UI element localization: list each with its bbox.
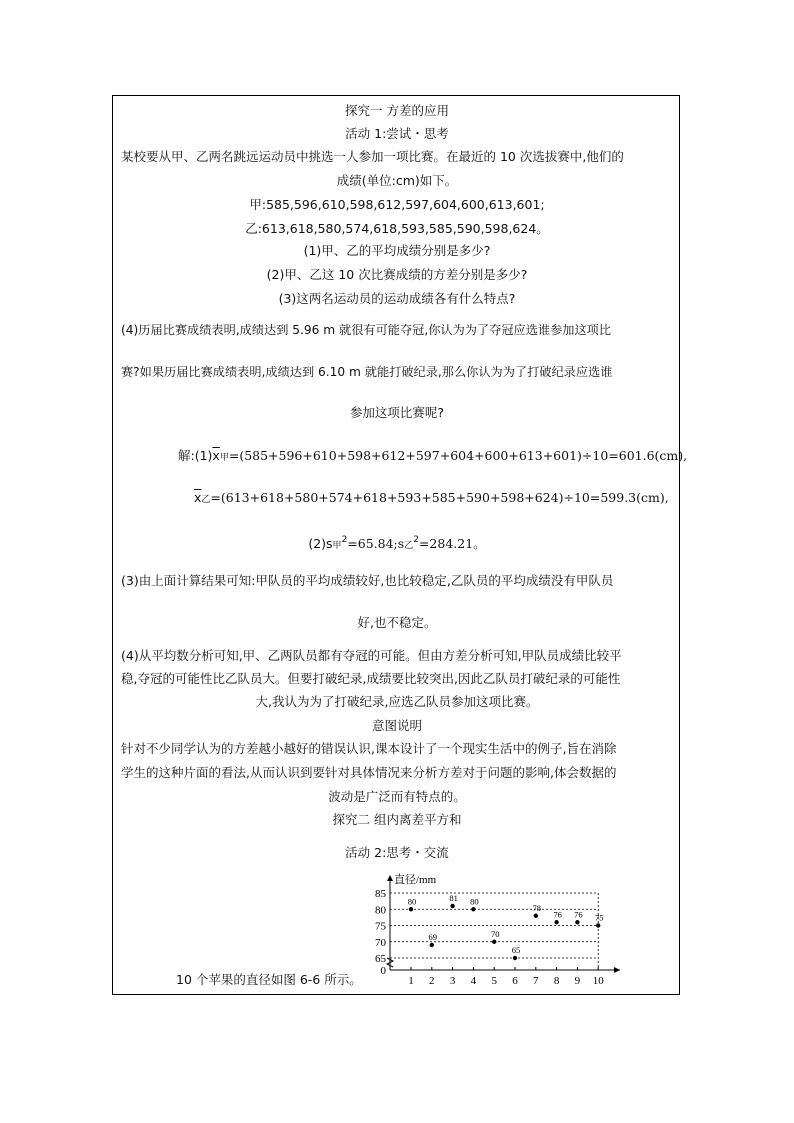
question-4-line-2: 赛?如果历届比赛成绩表明,成绩达到 6.10 m 就能打破纪录,那么你认为为了打破纪录应选谁 [121, 365, 613, 379]
variance-end: =284.21。 [418, 536, 486, 551]
question-4-line-3: 参加这项比赛呢? [349, 405, 445, 420]
x-tick-label: 7 [533, 975, 539, 987]
apple-diameter-chart [368, 872, 628, 994]
answer-3-line-2: 好,也不稳定。 [357, 615, 437, 630]
chart-svg [368, 872, 628, 990]
data-label: 81 [449, 893, 458, 903]
mean-symbol: $\overline{x}$ [194, 490, 202, 505]
answer-4-line-3: 大,我认为为了打破纪录,应选乙队员参加这项比赛。 [255, 694, 539, 709]
data-label: 69 [428, 932, 438, 942]
data-point [450, 904, 454, 908]
activity1-heading: 活动 1:尝试・思考 [345, 126, 449, 141]
variance-middle: =65.84;s [347, 536, 405, 551]
axis-break [387, 958, 393, 967]
x-tick-label: 5 [491, 975, 497, 987]
data-label: 76 [574, 909, 583, 920]
mean-yi-expression: =(613+618+580+574+618+593+585+590+598+624)÷10=599.3(cm), [210, 490, 669, 505]
activity2-heading: 活动 2:思考・交流 [345, 845, 449, 860]
intent-line-1: 针对不少同学认为的方差越小越好的错误认识,课本设计了一个现实生活中的例子,旨在消除 [121, 741, 617, 756]
section2-title: 探究二 组内离差平方和 [332, 812, 462, 827]
data-point [513, 956, 517, 960]
mean-symbol: $\overline{x}$ [212, 448, 220, 463]
data-label: 76 [553, 909, 562, 920]
x-tick-label: 4 [470, 975, 477, 987]
x-axis-arrow [614, 967, 620, 973]
data-point [409, 907, 413, 911]
solution-prefix: 解:(1) [178, 448, 213, 463]
y-tick-label: 80 [375, 904, 386, 917]
data-point [534, 914, 538, 918]
origin-label: 0 [380, 965, 386, 977]
data-point [430, 943, 434, 947]
intro-line-2: 成绩(单位:cm)如下。 [336, 173, 458, 188]
variance-superscript: 2 [341, 535, 348, 545]
y-tick-label: 85 [375, 888, 386, 900]
y-tick-label: 70 [375, 936, 386, 949]
mean-subscript: 乙 [201, 495, 211, 505]
question-2: (2)甲、乙这 10 次比赛成绩的方差分别是多少? [266, 267, 528, 282]
mean-jia-expression: =(585+596+610+598+612+597+604+600+613+601)÷10=601.6(cm), [228, 448, 688, 463]
variance-subscript: 甲 [332, 541, 342, 551]
data-label: 70 [490, 928, 500, 939]
data-label: 80 [407, 896, 417, 907]
variance-superscript: 2 [413, 535, 419, 545]
x-tick-label: 6 [512, 975, 518, 987]
variance-line [0, 532, 794, 554]
section1-title: 探究一 方差的应用 [345, 103, 449, 118]
y-axis-label: 直径/mm [394, 874, 437, 886]
intent-line-2: 学生的这种片面的看法,从而认识到要针对具体情况来分析方差对于问题的影响,体会数据的 [121, 765, 617, 780]
data-label: 65 [511, 945, 521, 955]
y-tick-label: 65 [375, 953, 386, 965]
data-point [596, 923, 600, 927]
data-label: 75 [594, 912, 604, 923]
data-point [492, 940, 496, 944]
question-4-line-1: (4)历届比赛成绩表明,成绩达到 5.96 m 就很有可能夺冠,你认为为了夺冠应选谁参加这项比 [121, 323, 612, 337]
intent-line-3: 波动是广泛而有特点的。 [328, 789, 466, 804]
variance-subscript: 乙 [404, 541, 414, 551]
x-tick-label: 10 [592, 975, 604, 987]
question-1: (1)甲、乙的平均成绩分别是多少? [303, 243, 491, 258]
x-tick-label: 2 [429, 975, 435, 987]
answer-4-line-2: 稳,夺冠的可能性比乙队员大。但要打破纪录,成绩要比较突出,因此乙队员打破纪录的可能性 [121, 671, 621, 686]
data-point [471, 907, 475, 911]
jia-scores: 甲:585,596,610,598,612,597,604,600,613,601; [249, 197, 545, 212]
intent-title: 意图说明 [371, 718, 422, 733]
yi-scores: 乙:613,618,580,574,618,593,585,590,598,624。 [245, 221, 549, 236]
x-tick-label: 3 [449, 975, 456, 987]
data-label: 78 [532, 902, 542, 913]
answer-4-line-1: (4)从平均数分析可知,甲、乙两队员都有夺冠的可能。但由方差分析可知,甲队员成绩比较平 [121, 648, 622, 663]
variance-prefix: (2)s [308, 536, 333, 551]
data-point [554, 920, 558, 924]
data-label: 80 [470, 896, 479, 907]
answer-3-line-1: (3)由上面计算结果可知:甲队员的平均成绩较好,也比较稳定,乙队员的平均成绩没有甲队员 [121, 573, 614, 588]
solution-line-2 [194, 490, 794, 508]
data-point [575, 920, 579, 924]
x-tick-label: 9 [574, 975, 581, 987]
mean-subscript: 甲 [219, 453, 229, 463]
intro-line-1: 某校要从甲、乙两名跳远运动员中挑选一人参加一项比赛。在最近的 10 次选拔赛中,他们的 [121, 149, 624, 164]
question-3: (3)这两名运动员的运动成绩各有什么特点? [278, 291, 516, 306]
y-axis-arrow [387, 875, 393, 881]
x-tick-label: 1 [408, 975, 414, 987]
solution-line-1 [178, 448, 794, 466]
y-tick-label: 75 [375, 920, 386, 933]
x-tick-label: 8 [553, 975, 560, 987]
figure-caption: 10 个苹果的直径如图 6-6 所示。 [176, 972, 362, 987]
